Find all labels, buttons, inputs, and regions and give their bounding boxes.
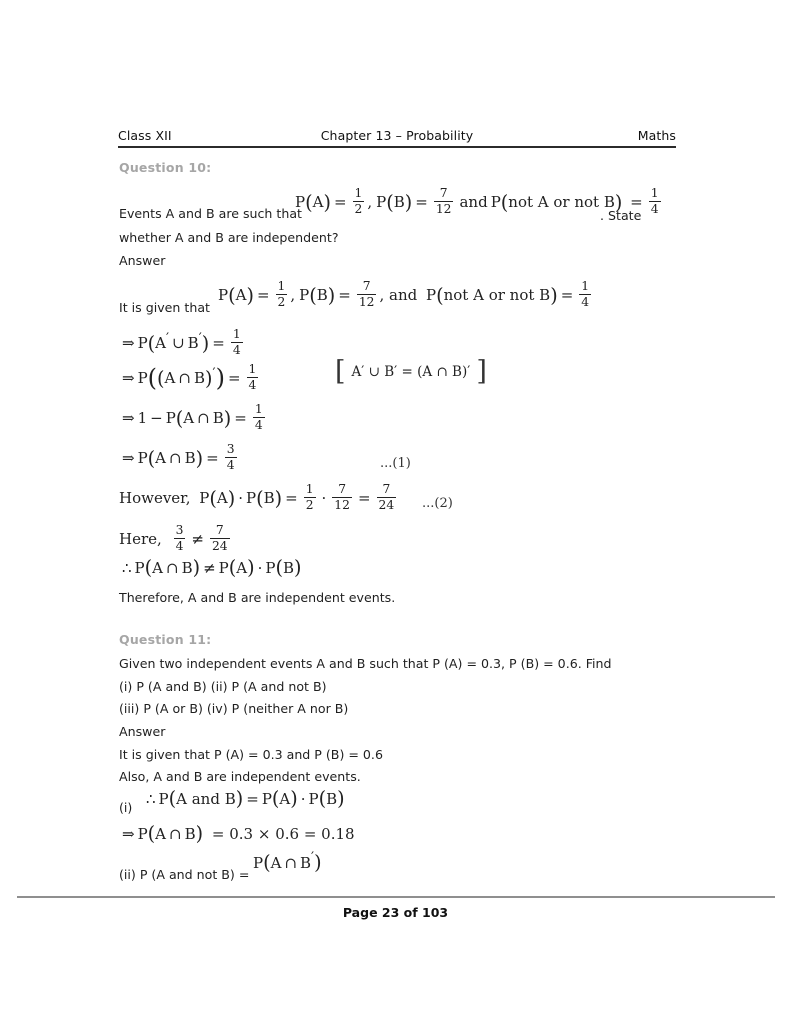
q11-part-i-result <box>119 822 355 846</box>
q11-parts-line1: (i) P (A and B) (ii) P (A and not B) <box>119 679 327 694</box>
formula-given-restated: P ( A ) = $\frac{1}{2}$ , P ( B ) = $\frac{7}{12}$ , and P ( not A or not B ) = $\frac{1}{4}$ <box>218 279 590 309</box>
formula-step-4: ⇒ P ( A ∩ B ) = $\frac{3}{4}$ <box>122 442 235 472</box>
fraction-1-2-b: $\frac{1}{2}$ <box>277 279 286 309</box>
header-divider <box>118 146 676 148</box>
header-chapter: Chapter 13 – Probability <box>320 128 474 143</box>
fraction-1-4-b: $\frac{1}{4}$ <box>581 279 590 309</box>
q11-given-wrap <box>119 744 383 766</box>
q10-conclusion-wrap <box>119 587 395 609</box>
q10-step-3 <box>119 404 268 432</box>
fraction-1-4: $\frac{1}{4}$ <box>650 186 659 216</box>
q11-part-ii-wrap <box>119 864 249 886</box>
question-10-stem-line1 <box>119 203 302 225</box>
page-number: Page 23 of 103 <box>342 905 449 920</box>
comma-2: , <box>290 286 296 305</box>
fraction-step4: $\frac{3}{4}$ <box>226 442 235 472</box>
q11-answer-label: Answer <box>119 724 166 739</box>
p-label: P <box>295 193 306 212</box>
p-label-2: P <box>376 193 387 212</box>
q11-part-i-formula <box>143 787 345 811</box>
fraction-step1: $\frac{1}{4}$ <box>232 327 241 357</box>
comma-1: , <box>367 193 373 212</box>
fraction-step2: $\frac{1}{4}$ <box>248 362 257 392</box>
here-word: Here, <box>119 530 162 549</box>
q10-eq-number-2-wrap <box>422 492 453 511</box>
equation-number-1: ...(1) <box>380 456 411 471</box>
question-11-label: Question 11: <box>119 632 212 647</box>
and-word-2: , and <box>379 286 418 305</box>
q11-parts-line2-wrap <box>119 698 348 720</box>
fraction-7-24: $\frac{7}{24}$ <box>378 482 395 512</box>
q10-stem-suffix: . State <box>600 208 642 223</box>
q10-stem-line2: whether A and B are independent? <box>119 230 339 245</box>
q10-answer-label: Answer <box>119 253 166 268</box>
formula-step-2: ⇒ P ( ( A ∩ B ) ′ ) = $\frac{1}{4}$ <box>122 362 257 392</box>
header-subject: Maths <box>637 128 676 143</box>
fraction-7-24-b: $\frac{7}{24}$ <box>211 523 228 553</box>
and-word: and <box>459 193 488 212</box>
fraction-7-12-b: $\frac{7}{12}$ <box>358 279 375 309</box>
event-a-2: A <box>235 286 247 305</box>
q11-stem-wrap <box>119 653 612 675</box>
q10-here-line <box>119 525 233 553</box>
q10-step-1 <box>119 329 246 357</box>
q11-parts-line1-wrap <box>119 676 327 698</box>
not-a-or-not-b: not A or not B <box>508 193 615 212</box>
p-label-4: P <box>218 286 229 305</box>
formula-step-1: ⇒ P ( A ′ ∪ B ′ ) = $\frac{1}{4}$ <box>122 327 241 357</box>
q11-parts-line2: (iii) P (A or B) (iv) P (neither A nor B) <box>119 701 349 716</box>
q10-given-prefix: It is given that <box>119 300 210 315</box>
q10-eq-number-1-wrap <box>380 452 411 471</box>
formula-demorgan-identity: [ A′ ∪ B′ = (A ∩ B)′ ] <box>335 355 487 387</box>
q10-identity-note <box>335 355 487 387</box>
p-label-5: P <box>299 286 310 305</box>
fraction-1-2: $\frac{1}{2}$ <box>354 186 363 216</box>
q10-therefore-math <box>119 556 302 580</box>
formula-step-3: ⇒ 1 − P ( A ∩ B ) = $\frac{1}{4}$ <box>122 402 263 432</box>
q10-stem-line2-wrap <box>119 227 339 249</box>
q10-answer-label-wrap <box>119 250 165 272</box>
fraction-3-4-b: $\frac{3}{4}$ <box>175 523 184 553</box>
page-header <box>118 128 676 143</box>
event-b: B <box>393 193 405 212</box>
question-10-label-wrap <box>119 160 211 185</box>
fraction-7-12-c: $\frac{7}{12}$ <box>334 482 350 512</box>
q11-answer-label-wrap <box>119 721 165 743</box>
q10-given-prefix-wrap <box>119 297 210 319</box>
equation-number-2: ...(2) <box>422 496 453 511</box>
demorgan-text: A′ ∪ B′ = (A ∩ B)′ <box>351 364 471 381</box>
q11-also-wrap <box>119 766 361 788</box>
event-b-2: B <box>316 286 328 305</box>
formula-not-equal-conclusion: ∴ P ( A ∩ B ) ≠ P ( A ) · P ( B ) <box>122 556 302 580</box>
q10-step-4 <box>119 444 240 472</box>
p-label-3: P <box>490 193 501 212</box>
q11-also-line: Also, A and B are independent events. <box>119 769 361 784</box>
product-expression: = 0.3 × 0.6 = 0.18 <box>211 824 355 843</box>
q11-part-i-marker: (i) <box>119 800 133 815</box>
q10-given-formula <box>218 281 594 309</box>
however-word: However, <box>119 489 191 508</box>
q10-step-2 <box>119 364 261 392</box>
fraction-7-12: $\frac{7}{12}$ <box>435 186 452 216</box>
q10-stem-suffix-wrap <box>600 205 641 227</box>
footer-divider <box>17 896 775 898</box>
header-class: Class XII <box>118 128 172 143</box>
formula-given-probabilities: P ( A ) = $\frac{1}{2}$ , P ( B ) = $\frac{7}{12}$ and P ( not A or not B ) = $\frac{1}{4}$ <box>295 186 659 216</box>
q11-stem: Given two independent events A and B such that P (A) = 0.3, P (B) = 0.6. Find <box>119 656 612 671</box>
fraction-step3: $\frac{1}{4}$ <box>254 402 263 432</box>
question-10-label: Question 10: <box>119 160 212 175</box>
q10-however-line <box>119 484 399 512</box>
q11-given-line: It is given that P (A) = 0.3 and P (B) = 0.6 <box>119 747 383 762</box>
q11-part-ii-formula <box>253 850 322 875</box>
formula-compare-fractions: Here, $\frac{3}{4}$ ≠ $\frac{7}{24}$ <box>119 523 228 553</box>
q11-part-i-marker-wrap <box>119 797 132 819</box>
q11-part-ii-text: (ii) P (A and not B) = <box>119 867 250 882</box>
fraction-1-2-c: $\frac{1}{2}$ <box>305 482 314 512</box>
formula-p-a-intersect-b-prime: P ( A ∩ B ′ ) <box>253 850 322 875</box>
formula-product-pa-pb: However, P ( A ) · P ( B ) = $\frac{1}{2}$ · $\frac{7}{12}$ = $\frac{7}{24}$ <box>119 482 395 512</box>
q10-stem-prefix: Events A and B are such that <box>119 206 302 221</box>
formula-p-intersection-value: ⇒ P ( A ∩ B ) = 0.3 × 0.6 = 0.18 <box>122 822 355 846</box>
formula-p-a-and-b: ∴ P ( A and B ) = P ( A ) · P ( B ) <box>146 787 345 811</box>
event-a: A <box>312 193 324 212</box>
q10-conclusion: Therefore, A and B are independent events. <box>119 590 396 605</box>
not-a-or-not-b-2: not A or not B <box>443 286 551 305</box>
p-label-6: P <box>426 286 437 305</box>
